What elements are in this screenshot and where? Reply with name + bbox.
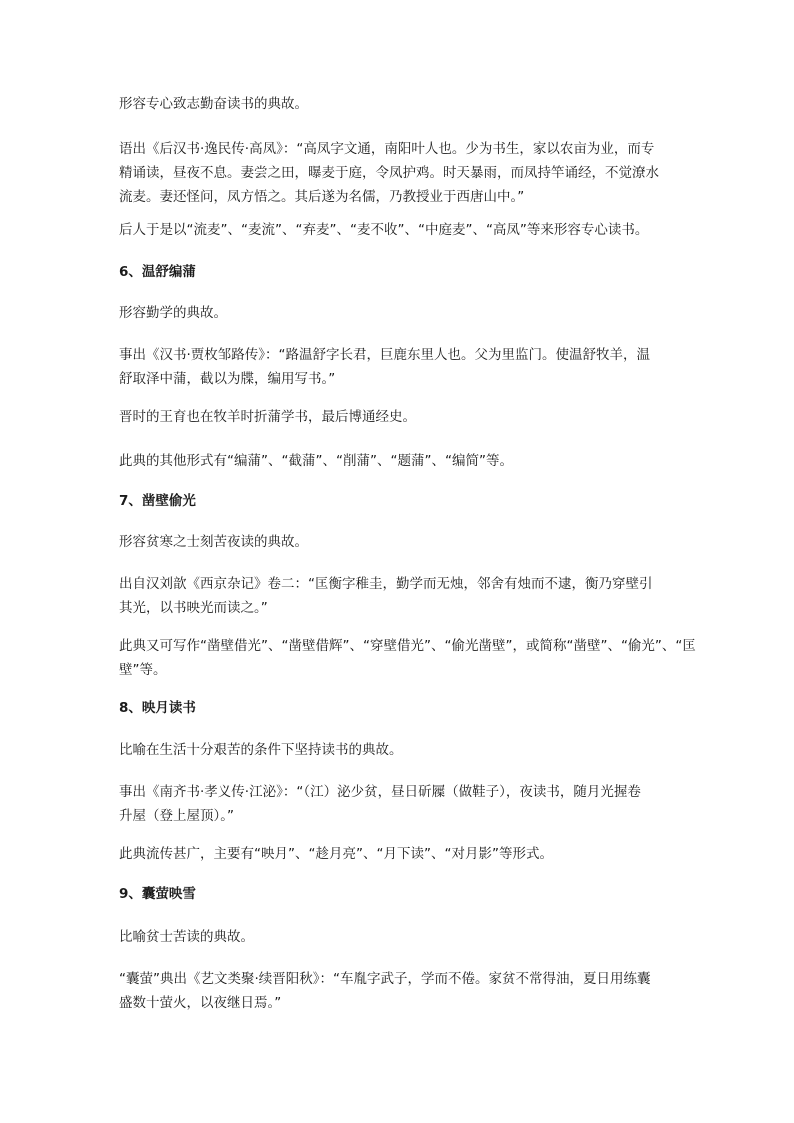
paragraph — [119, 92, 679, 116]
text-line: 比喻贫士苦读的典故。 — [119, 929, 254, 945]
text-line: 比喻在生活十分艰苦的条件下坚持读书的典故。 — [119, 742, 403, 758]
section-heading: 9、囊萤映雪 — [119, 886, 196, 902]
text-line: 语出《后汉书·逸民传·高凤》：“高凤字文通，南阳叶人也。少为书生，家以农亩为业，而专 — [119, 141, 655, 157]
text-line: 出自汉刘歆《西京杂记》卷二：“匡衡字稚圭，勤学而无烛，邻舍有烛而不逮，衡乃穿壁引 — [119, 576, 653, 592]
text-line: 流麦。妻还怪问，凤方悟之。其后遂为名儒，乃教授业于西唐山中。” — [119, 189, 525, 205]
text-line: 形容专心致志勤奋读书的典故。 — [119, 96, 308, 112]
text-line: 形容贫寒之士刻苦夜读的典故。 — [119, 534, 308, 550]
text-line: 此典又可写作“凿壁借光”、“凿壁借辉”、“穿壁借光”、“偷光凿壁”，或简称“凿壁”、“偷光”、“匡 — [119, 638, 696, 654]
text-line: 晋时的王育也在牧羊时折蒲学书，最后博通经史。 — [119, 409, 416, 425]
text-line: 升屋（登上屋顶）。” — [119, 808, 234, 824]
paragraph — [119, 405, 679, 429]
text-line: “囊萤”典出《艺文类聚·续晋阳秋》：“车胤字武子，学而不倦。家贫不常得油，夏日用练囊 — [119, 971, 651, 987]
text-line: 形容勤学的典故。 — [119, 305, 227, 321]
text-line: 精诵读，昼夜不息。妻尝之田，曝麦于庭，令凤护鸡。时天暴雨，而凤持竿诵经，不觉潦水 — [119, 165, 659, 181]
paragraph — [119, 738, 679, 762]
paragraph — [119, 218, 679, 242]
text-line: 盛数十萤火，以夜继日焉。” — [119, 995, 282, 1011]
text-line: 事出《汉书·贾枚邹路传》：“路温舒字长君，巨鹿东里人也。父为里监门。使温舒牧羊，温 — [119, 347, 651, 363]
text-line: 壁”等。 — [119, 662, 167, 678]
paragraph — [119, 925, 679, 949]
paragraph — [119, 842, 679, 866]
text-line: 舒取泽中蒲，截以为牒，编用写书。” — [119, 371, 336, 387]
paragraph — [119, 780, 679, 828]
paragraph — [119, 343, 679, 391]
section-heading: 8、映月读书 — [119, 700, 196, 716]
paragraph — [119, 449, 679, 473]
paragraph — [119, 634, 696, 682]
paragraph — [119, 530, 679, 554]
paragraph — [119, 301, 679, 325]
paragraph — [119, 572, 679, 620]
text-line: 此典的其他形式有“编蒲”、“截蒲”、“削蒲”、“题蒲”、“编简”等。 — [119, 453, 513, 469]
paragraph — [119, 967, 679, 1015]
text-line: 此典流传甚广，主要有“映月”、“趁月亮”、“月下读”、“对月影”等形式。 — [119, 846, 553, 862]
text-line: 后人于是以“流麦”、“麦流”、“弃麦”、“麦不收”、“中庭麦”、“高凤”等来形容专心读书。 — [119, 222, 649, 238]
paragraph — [119, 137, 679, 209]
text-line: 其光，以书映光而读之。” — [119, 600, 268, 616]
section-heading: 7、凿壁偷光 — [119, 493, 196, 509]
text-line: 事出《南齐书·孝义传·江泌》：“（江）泌少贫，昼日斫屧（做鞋子），夜读书，随月光握卷 — [119, 784, 641, 800]
section-heading: 6、温舒编蒲 — [119, 264, 196, 280]
